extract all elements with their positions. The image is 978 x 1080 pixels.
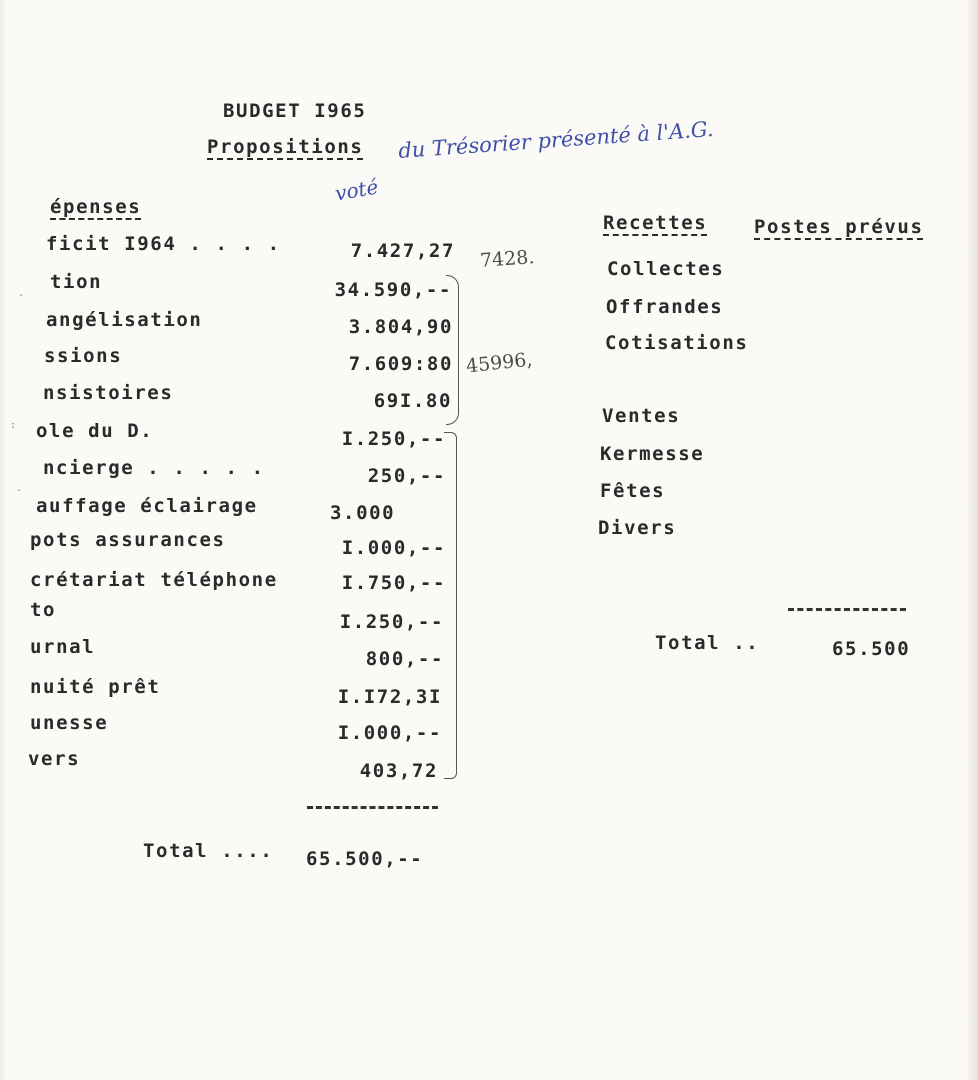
expense-amount: I.000,--	[341, 537, 446, 559]
expense-amount: I.000,--	[337, 722, 442, 744]
pencil-note: 45996,	[465, 348, 534, 378]
receipt-item: Cotisations	[605, 332, 749, 354]
expenses-total-label: Total ....	[143, 840, 274, 862]
expense-amount: I.250,--	[341, 428, 446, 450]
receipt-item: Ventes	[602, 405, 681, 427]
handwritten-annotation-voted: voté	[333, 174, 380, 206]
pencil-note: 7428.	[479, 246, 536, 272]
expense-amount: 7.427,27	[350, 240, 455, 262]
receipt-item: Kermesse	[600, 443, 705, 465]
expense-amount: I.750,--	[341, 572, 446, 594]
expense-amount: I.250,--	[339, 611, 444, 633]
document-title: BUDGET I965	[223, 100, 367, 122]
margin-mark: :	[10, 420, 17, 431]
expense-label: urnal	[30, 636, 96, 658]
expense-label: to	[30, 599, 57, 621]
expense-amount: 69I.80	[373, 390, 452, 412]
expense-label: unesse	[30, 712, 109, 734]
expense-label: nuité prêt	[30, 676, 161, 698]
receipts-total-rule	[788, 608, 906, 611]
pencil-brace-lower	[444, 432, 457, 779]
total-rule	[307, 806, 438, 809]
receipts-total-amount: 65.500	[832, 638, 911, 660]
expense-label: pots assurances	[30, 529, 226, 551]
expense-amount: 403,72	[359, 760, 438, 782]
page-edge-right	[968, 0, 978, 1080]
expense-label: ficit I964 . . . .	[46, 233, 281, 255]
expense-label: vers	[28, 748, 81, 770]
expense-label: ole du D.	[36, 420, 154, 442]
expense-amount: 250,--	[367, 465, 446, 487]
document-subtitle: Propositions	[207, 136, 364, 158]
expense-label: nsistoires	[43, 382, 174, 404]
margin-mark: -	[18, 290, 25, 301]
expense-label: ncierge . . . . .	[43, 457, 265, 479]
expense-amount: 3.000	[330, 502, 396, 524]
expense-label: angélisation	[46, 309, 203, 331]
expense-amount: 34.590,--	[334, 279, 452, 301]
expense-label: ssions	[44, 345, 123, 367]
receipt-item: Divers	[598, 517, 677, 539]
expenses-heading: épenses	[50, 196, 142, 218]
receipt-item: Fêtes	[600, 480, 666, 502]
expense-amount: 3.804,90	[348, 316, 453, 338]
expense-label: tion	[50, 271, 103, 293]
margin-mark: -	[16, 485, 23, 496]
expense-amount: 7.609:80	[348, 353, 453, 375]
expenses-total-amount: 65.500,--	[306, 848, 424, 870]
expense-label: auffage éclairage	[36, 495, 258, 517]
expense-amount: 800,--	[365, 648, 444, 670]
page-edge-left	[0, 0, 6, 1080]
handwritten-annotation: du Trésorier présenté à l'A.G.	[397, 117, 715, 163]
receipt-item: Collectes	[607, 258, 725, 280]
expense-label: crétariat téléphone	[30, 569, 278, 591]
pencil-brace-upper	[446, 275, 459, 425]
receipts-heading: Recettes	[603, 212, 708, 234]
receipts-column-heading: Postes prévus	[754, 216, 924, 238]
receipts-total-label: Total ..	[655, 632, 760, 654]
receipt-item: Offrandes	[606, 296, 724, 318]
expense-amount: I.I72,3I	[337, 686, 442, 708]
